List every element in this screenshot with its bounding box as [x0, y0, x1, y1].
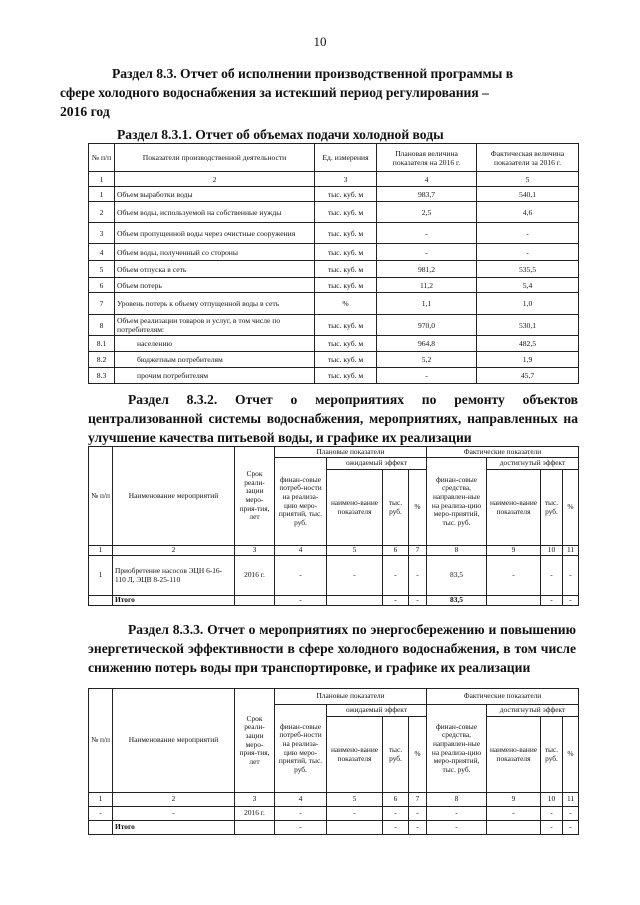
header-effect-name: наимено-вание показателя — [327, 717, 383, 793]
header-fact-fin: финан-совые средства, направлен-ные на реализа-цию меро-приятий, тыс. руб. — [427, 705, 487, 793]
row-fact: 1,0 — [477, 293, 579, 315]
table-row — [89, 352, 579, 368]
row-event-name: - — [113, 807, 235, 821]
row-unit: тыс. куб. м — [315, 315, 377, 336]
water-supply-table — [88, 143, 579, 384]
row-unit: тыс. куб. м — [315, 223, 377, 244]
table-row — [89, 315, 579, 336]
page-number: 10 — [313, 34, 327, 49]
row-indicator: бюджетным потребителям — [115, 352, 315, 368]
row-number: 1 — [89, 187, 115, 202]
total-value: 83,5 — [427, 596, 487, 606]
row-value: - — [409, 556, 427, 596]
energy-section-title: Раздел 8.3.3. Отчет о мероприятиях по энергосбережению и повышению энергетической эффективности в сфере холодного водоснабжения, в том числе снижению потерь воды при транспортировке, и графике их реализации — [88, 622, 576, 675]
total-value: - — [409, 596, 427, 606]
header-plan-group: Плановые показатели — [275, 447, 427, 458]
energy-events-table — [88, 688, 579, 835]
total-value: - — [383, 596, 409, 606]
table-row — [89, 278, 579, 293]
column-number: 10 — [541, 546, 563, 556]
column-number: 1 — [89, 172, 115, 187]
total-value: - — [541, 596, 563, 606]
row-event-name: Приобретение насосов ЭЦН 6-16-110 Л, ЭЦВ 8-25-110 — [113, 556, 235, 596]
column-number: 8 — [427, 546, 487, 556]
header-fact: Фактическая величина показатели за 2016 г. — [477, 144, 579, 172]
row-fact: - — [477, 244, 579, 261]
row-number: 8 — [89, 315, 115, 336]
repair-section-title: Раздел 8.3.2. Отчет о мероприятиях по ремонту объектов централизованной системы водоснабжения, мероприятиях, направленных на улучшение качества питьевой воды, и графике их реализации — [88, 392, 578, 445]
column-number: 9 — [487, 546, 541, 556]
row-number: 1 — [89, 556, 113, 596]
total-value: - — [409, 821, 427, 835]
header-num: № п/п — [89, 689, 113, 793]
row-fact: 1,9 — [477, 352, 579, 368]
header-term: Срок реали-зации меро-прия-тия, лет — [235, 689, 275, 793]
header-indicator: Показатели производственной деятельности — [115, 144, 315, 172]
row-number: 6 — [89, 278, 115, 293]
header-effect-pct: % — [409, 470, 427, 546]
row-number: 8.2 — [89, 352, 115, 368]
column-number: 11 — [563, 793, 579, 807]
column-number: 3 — [315, 172, 377, 187]
table-row — [89, 202, 579, 223]
column-number: 5 — [327, 546, 383, 556]
column-number: 5 — [327, 793, 383, 807]
row-indicator: Объем воды, полученный со стороны — [115, 244, 315, 261]
header-plan-effect: ожидаемый эффект — [327, 458, 427, 470]
water-supply-title: Раздел 8.3.1. Отчет об объемах подачи холодной воды — [117, 127, 444, 142]
header-plan-fin: финан-совые потреб-ности на реализа-цию меро-приятий, тыс. руб. — [275, 705, 327, 793]
row-indicator: Объем воды, используемой на собственные нужды — [115, 202, 315, 223]
column-number: 7 — [409, 546, 427, 556]
row-indicator: Уровень потерь к объему отпущенной воды в сеть — [115, 293, 315, 315]
row-value: - — [427, 807, 487, 821]
repair-events-table — [88, 446, 579, 606]
row-number: 4 — [89, 244, 115, 261]
row-indicator: населению — [115, 336, 315, 352]
row-plan: 964,8 — [377, 336, 477, 352]
row-plan: - — [377, 244, 477, 261]
column-number: 7 — [409, 793, 427, 807]
row-value: - — [409, 807, 427, 821]
row-unit: тыс. куб. м — [315, 187, 377, 202]
section-title-line: сфере холодного водоснабжения за истекший период регулирования – — [60, 85, 489, 100]
column-number: 10 — [541, 793, 563, 807]
header-plan-effect: ожидаемый эффект — [327, 705, 427, 717]
column-number: 1 — [89, 546, 113, 556]
header-plan: Плановая величина показателя на 2016 г. — [377, 144, 477, 172]
row-unit: тыс. куб. м — [315, 202, 377, 223]
header-plan-fin: финан-совые потреб-ности на реализа-цию меро-приятий, тыс. руб. — [275, 458, 327, 546]
column-number: 4 — [275, 793, 327, 807]
row-fact: 45,7 — [477, 368, 579, 384]
table-row — [89, 807, 579, 821]
row-indicator: Объем пропущенной воды через очистные сооружения — [115, 223, 315, 244]
row-plan: 981,2 — [377, 261, 477, 278]
header-effect-pct: % — [409, 717, 427, 793]
column-number: 2 — [115, 172, 315, 187]
row-number: - — [89, 807, 113, 821]
row-fact: 530,1 — [477, 315, 579, 336]
row-unit: тыс. куб. м — [315, 368, 377, 384]
row-indicator: Объем выработки воды — [115, 187, 315, 202]
header-event-name: Наименование мероприятий — [113, 447, 235, 546]
total-value: - — [563, 596, 579, 606]
section-title-line: Раздел 8.3. Отчет об исполнении производственной программы в — [112, 66, 514, 81]
row-value: - — [487, 556, 541, 596]
header-effect-rub: тыс. руб. — [541, 470, 563, 546]
column-number: 4 — [275, 546, 327, 556]
column-number: 3 — [235, 546, 275, 556]
column-number: 5 — [477, 172, 579, 187]
header-num: № п/п — [89, 447, 113, 546]
row-plan: 1,1 — [377, 293, 477, 315]
header-num: № п/п — [89, 144, 115, 172]
section-title-line: 2016 год — [60, 104, 110, 119]
header-effect-rub: тыс. руб. — [541, 717, 563, 793]
section-title — [60, 64, 582, 121]
header-effect-name: наимено-вание показателя — [487, 470, 541, 546]
header-term: Срок реали-зации меро-прия-тия, лет — [235, 447, 275, 546]
header-event-name: Наименование мероприятий — [113, 689, 235, 793]
header-effect-pct: % — [563, 717, 579, 793]
row-fact: 4,6 — [477, 202, 579, 223]
total-row — [89, 821, 579, 835]
header-effect-pct: % — [563, 470, 579, 546]
table-row — [89, 223, 579, 244]
row-value: - — [383, 556, 409, 596]
total-value: - — [563, 821, 579, 835]
header-effect-name: наимено-вание показателя — [327, 470, 383, 546]
row-value: - — [563, 556, 579, 596]
row-unit: тыс. куб. м — [315, 336, 377, 352]
row-indicator: Объем отпуска в сеть — [115, 261, 315, 278]
row-number: 8.1 — [89, 336, 115, 352]
row-value: - — [487, 807, 541, 821]
row-indicator: Объем реализации товаров и услуг, в том числе по потребителям: — [115, 315, 315, 336]
row-plan: 970,0 — [377, 315, 477, 336]
header-fact-fin: финан-совые средства, направлен-ные на реализа-цию меро-приятий, тыс. руб. — [427, 458, 487, 546]
row-fact: - — [477, 223, 579, 244]
total-value: - — [383, 821, 409, 835]
total-value: - — [427, 821, 487, 835]
header-effect-rub: тыс. руб. — [383, 470, 409, 546]
header-unit: Ед. измерения — [315, 144, 377, 172]
row-plan: - — [377, 368, 477, 384]
row-plan: 5,2 — [377, 352, 477, 368]
column-number: 11 — [563, 546, 579, 556]
column-number: 1 — [89, 793, 113, 807]
row-value: - — [563, 807, 579, 821]
row-number: 2 — [89, 202, 115, 223]
row-plan: - — [377, 223, 477, 244]
row-number: 3 — [89, 223, 115, 244]
table-row — [89, 261, 579, 278]
row-number: 5 — [89, 261, 115, 278]
table-row — [89, 556, 579, 596]
column-number: 2 — [113, 546, 235, 556]
row-fact: 482,5 — [477, 336, 579, 352]
column-number: 6 — [383, 793, 409, 807]
total-value: - — [275, 821, 327, 835]
row-value: - — [383, 807, 409, 821]
header-fact-group: Фактические показатели — [427, 689, 579, 705]
total-label: Итого — [113, 596, 235, 606]
row-number: 8.3 — [89, 368, 115, 384]
total-value: - — [541, 821, 563, 835]
header-fact-effect: достигнутый эффект — [487, 705, 579, 717]
column-number: 4 — [377, 172, 477, 187]
column-number: 8 — [427, 793, 487, 807]
row-value: - — [541, 556, 563, 596]
row-unit: тыс. куб. м — [315, 261, 377, 278]
table-row — [89, 336, 579, 352]
column-number: 9 — [487, 793, 541, 807]
row-plan: 983,7 — [377, 187, 477, 202]
column-number: 2 — [113, 793, 235, 807]
row-value: - — [327, 556, 383, 596]
row-term: 2016 г. — [235, 807, 275, 821]
row-indicator: Объем потерь — [115, 278, 315, 293]
row-value: - — [275, 556, 327, 596]
header-plan-group: Плановые показатели — [275, 689, 427, 705]
row-term: 2016 г. — [235, 556, 275, 596]
table-row — [89, 187, 579, 202]
row-fact: 540,1 — [477, 187, 579, 202]
row-value: - — [327, 807, 383, 821]
row-value: 83,5 — [427, 556, 487, 596]
header-effect-name: наимено-вание показателя — [487, 717, 541, 793]
table-row — [89, 244, 579, 261]
row-number: 7 — [89, 293, 115, 315]
column-number: 6 — [383, 546, 409, 556]
total-value: - — [275, 596, 327, 606]
row-fact: 5,4 — [477, 278, 579, 293]
row-fact: 535,5 — [477, 261, 579, 278]
row-value: - — [275, 807, 327, 821]
header-fact-group: Фактические показатели — [427, 447, 579, 458]
row-value: - — [541, 807, 563, 821]
row-unit: % — [315, 293, 377, 315]
header-fact-effect: достигнутый эффект — [487, 458, 579, 470]
table-row — [89, 293, 579, 315]
row-plan: 11,2 — [377, 278, 477, 293]
header-effect-rub: тыс. руб. — [383, 717, 409, 793]
total-row — [89, 596, 579, 606]
row-plan: 2,5 — [377, 202, 477, 223]
row-unit: тыс. куб. м — [315, 244, 377, 261]
row-indicator: прочим потребителям — [115, 368, 315, 384]
row-unit: тыс. куб. м — [315, 278, 377, 293]
row-unit: тыс. куб. м — [315, 352, 377, 368]
total-label: Итого — [113, 821, 235, 835]
column-number: 3 — [235, 793, 275, 807]
table-row — [89, 368, 579, 384]
